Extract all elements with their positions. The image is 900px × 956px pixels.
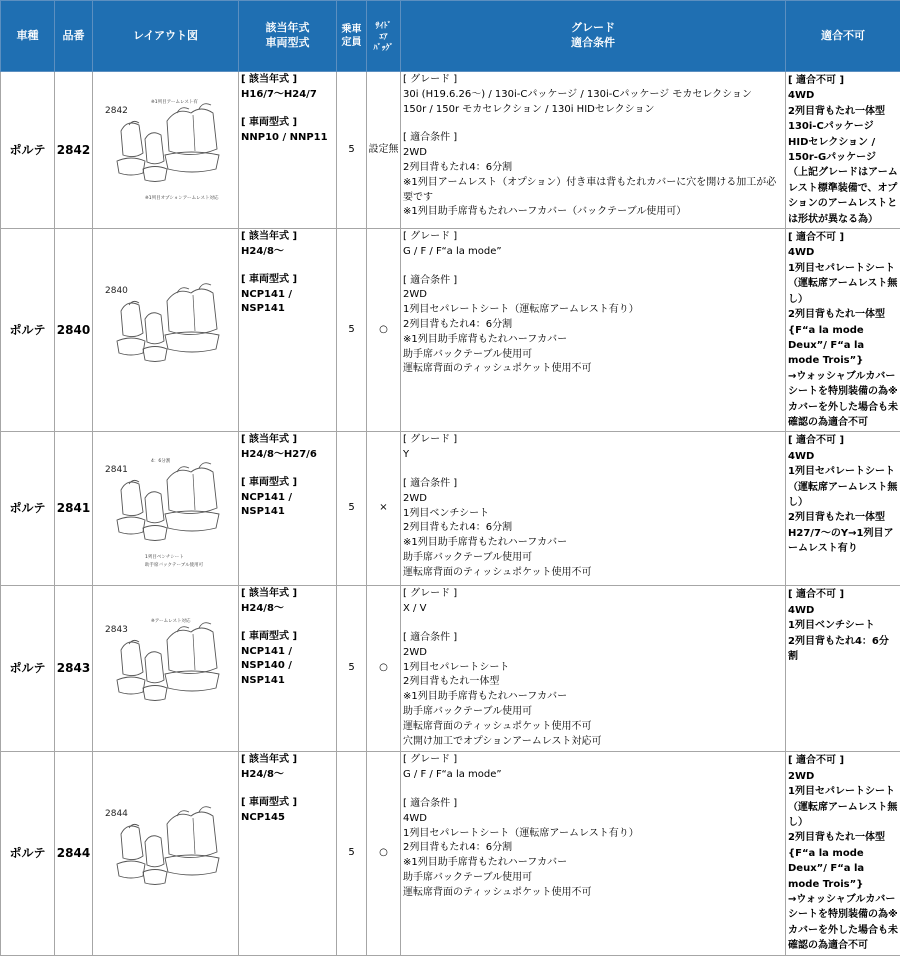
cell-line: [ 該当年式 ]	[241, 230, 334, 245]
year-model-cell	[239, 72, 337, 229]
seat-layout-diagram	[101, 91, 231, 209]
grade-conditions-cell	[401, 586, 786, 752]
cell-line: 運転席背面のティッシュポケット使用不可	[403, 720, 783, 735]
cell-line	[241, 616, 334, 630]
vehicle-name-cell: ポルテ	[1, 586, 55, 752]
diagram-note: 助手席バックテーブル使用可	[145, 561, 204, 568]
rear-split-line	[193, 818, 195, 854]
cell-line	[241, 782, 334, 796]
cell-line: NCP141 /	[241, 288, 334, 303]
rear-split-line	[193, 115, 195, 151]
cell-line: [ グレード ]	[403, 230, 783, 245]
cell-line: [ グレード ]	[403, 753, 783, 768]
side-airbag-cell: 設定無	[367, 72, 401, 229]
cell-line	[241, 462, 334, 476]
header-part-no: 品番	[55, 1, 93, 72]
cell-line: 2列目背もたれ一体型	[788, 830, 898, 845]
rear-headrest-shape	[199, 807, 211, 812]
seat-capacity-cell: 5	[337, 72, 367, 229]
cell-line: ※1列目助手席背もたれハーフカバー	[403, 333, 783, 348]
grade-conditions-cell	[401, 752, 786, 955]
cell-line: [ 適合不可 ]	[788, 753, 898, 768]
cell-line: [ 適合不可 ]	[788, 433, 898, 448]
layout-diagram-cell	[93, 752, 239, 955]
passenger-seat-back-shape	[145, 652, 164, 683]
cell-line	[403, 260, 783, 274]
cell-line: 130i-Cパッケージ	[788, 119, 898, 134]
rear-split-line	[193, 295, 195, 331]
cell-line: [ 適合条件 ]	[403, 797, 783, 812]
cell-line: NSP140 /	[241, 659, 334, 674]
cell-line: 1列目セパレートシート（運転席アームレスト有り）	[403, 303, 783, 318]
cell-line: NCP145	[241, 811, 334, 826]
cell-line: 4WD	[788, 245, 898, 260]
layout-diagram-cell	[93, 432, 239, 586]
cell-line: NSP141	[241, 302, 334, 317]
cell-line: X / V	[403, 602, 783, 617]
not-compatible-cell	[786, 229, 900, 432]
cell-line: [ 該当年式 ]	[241, 753, 334, 768]
cell-line: H16/7～H24/7	[241, 88, 334, 103]
rear-seat-back-shape	[167, 468, 217, 514]
side-airbag-cell: ○	[367, 229, 401, 432]
cell-line: {F“a la mode Deux”/ F“a la mode Trois”}	[788, 846, 898, 892]
passenger-seat-cushion-shape	[143, 525, 167, 540]
year-model-cell	[239, 432, 337, 586]
cell-line: [ 適合条件 ]	[403, 631, 783, 646]
cell-line: 2列目背もたれ一体型	[788, 307, 898, 322]
layout-diagram-cell	[93, 229, 239, 432]
cell-line: 穴開け加工でオプションアームレスト対応可	[403, 735, 783, 750]
header-vehicle: 車種	[1, 1, 55, 72]
part-number-cell: 2840	[55, 229, 93, 432]
header-year-line: 該当年式	[239, 21, 336, 36]
diagram-note: 1列目ベンチシート	[145, 553, 184, 560]
header-row	[1, 1, 900, 72]
diagram-part-number: 2841	[105, 465, 128, 475]
cell-line	[241, 102, 334, 116]
not-compatible-cell	[786, 72, 900, 229]
grade-conditions-cell	[401, 229, 786, 432]
passenger-seat-cushion-shape	[143, 870, 167, 885]
cell-line	[403, 463, 783, 477]
front-seat-cushion-shape	[117, 158, 145, 175]
front-seat-cushion-shape	[117, 338, 145, 355]
cell-line: 4WD	[788, 449, 898, 464]
cell-line: NCP141 /	[241, 491, 334, 506]
diagram-part-number: 2840	[105, 286, 128, 296]
cell-line: 運転席背面のティッシュポケット使用不可	[403, 362, 783, 377]
rear-seat-cushion-shape	[165, 332, 219, 352]
header-condition-line: 適合条件	[401, 36, 785, 51]
cell-line	[403, 783, 783, 797]
rear-headrest-shape	[199, 284, 211, 289]
year-model-cell	[239, 229, 337, 432]
header-airbag-line: ﾊﾞｯｸﾞ	[368, 42, 399, 53]
not-compatible-cell	[786, 752, 900, 955]
cell-line: ※1列目助手席背もたれハーフカバー	[403, 856, 783, 871]
diagram-note: ※1列目オプションアームレスト対応	[145, 194, 219, 201]
front-seat-cushion-shape	[117, 517, 145, 534]
vehicle-name-cell: ポルテ	[1, 72, 55, 229]
cell-line: 2WD	[788, 769, 898, 784]
cell-line: ※1列目助手席背もたれハーフカバー（バックテーブル使用可）	[403, 205, 783, 220]
grade-conditions-cell	[401, 432, 786, 586]
cell-line: （上記グレードはアームレスト標準装備で、オプションのアームレストとは形状が異なる為）	[788, 165, 898, 227]
cell-line: [ 適合条件 ]	[403, 477, 783, 492]
cell-line: 2WD	[403, 288, 783, 303]
cell-line	[403, 117, 783, 131]
seat-capacity-cell: 5	[337, 432, 367, 586]
cell-line: 2列目背もたれ4：6分割	[403, 318, 783, 333]
header-side-airbag	[367, 1, 401, 72]
cell-line: 運転席背面のティッシュポケット使用不可	[403, 886, 783, 901]
table-row	[1, 432, 900, 586]
seat-layout-diagram	[101, 610, 231, 728]
side-airbag-cell: ○	[367, 752, 401, 955]
cell-line: [ 該当年式 ]	[241, 587, 334, 602]
not-compatible-cell	[786, 586, 900, 752]
cell-line: 助手席バックテーブル使用可	[403, 705, 783, 720]
cell-line: 1列目セパレートシート（運転席アームレスト有り）	[403, 827, 783, 842]
header-grade	[401, 1, 786, 72]
front-seat-cushion-shape	[117, 861, 145, 878]
year-model-cell	[239, 586, 337, 752]
rear-split-line	[193, 634, 195, 670]
cell-line: 4WD	[403, 812, 783, 827]
cell-line: 2WD	[403, 646, 783, 661]
cell-line: HIDセレクション /	[788, 135, 898, 150]
cell-line	[241, 259, 334, 273]
vehicle-name-cell: ポルテ	[1, 229, 55, 432]
cell-line: →ウォッシャブルカバーシートを特別装備の為※カバーを外した場合も未確認の為適合不可	[788, 892, 898, 954]
vehicle-name-cell: ポルテ	[1, 432, 55, 586]
cell-line: G / F / F“a la mode”	[403, 245, 783, 260]
cell-line: 1列目セパレートシート（運転席アームレスト無し）	[788, 784, 898, 830]
cell-line: [ 適合不可 ]	[788, 73, 898, 88]
cell-line: 2列目背もたれ一体型	[788, 510, 898, 525]
cell-line: NSP141	[241, 674, 334, 689]
rear-seat-cushion-shape	[165, 855, 219, 875]
passenger-seat-cushion-shape	[143, 167, 167, 182]
cell-line: 150r-Gパッケージ	[788, 150, 898, 165]
cell-line: ※1列目助手席背もたれハーフカバー	[403, 536, 783, 551]
cell-line: [ 車両型式 ]	[241, 476, 334, 491]
header-not-compatible: 適合不可	[786, 1, 900, 72]
cell-line: [ 適合不可 ]	[788, 587, 898, 602]
header-seats	[337, 1, 367, 72]
header-grade-line: グレード	[401, 21, 785, 36]
table-row	[1, 229, 900, 432]
grade-conditions-cell	[401, 72, 786, 229]
rear-seat-cushion-shape	[165, 152, 219, 172]
cell-line: [ 車両型式 ]	[241, 796, 334, 811]
cell-line: 助手席バックテーブル使用可	[403, 871, 783, 886]
rear-seat-back-shape	[167, 812, 217, 858]
seat-capacity-cell: 5	[337, 752, 367, 955]
layout-diagram-cell	[93, 72, 239, 229]
cell-line: [ グレード ]	[403, 587, 783, 602]
table-row	[1, 586, 900, 752]
cell-line: NNP10 / NNP11	[241, 131, 334, 146]
diagram-part-number: 2842	[105, 106, 128, 116]
table-row	[1, 752, 900, 955]
cell-line: H24/8～	[241, 602, 334, 617]
diagram-part-number: 2844	[105, 809, 128, 819]
cell-line: 助手席バックテーブル使用可	[403, 348, 783, 363]
header-airbag-line: ｴｱ	[368, 31, 399, 42]
cell-line: [ 車両型式 ]	[241, 273, 334, 288]
layout-diagram-cell	[93, 586, 239, 752]
seat-capacity-cell: 5	[337, 229, 367, 432]
cell-line: [ 適合不可 ]	[788, 230, 898, 245]
cell-line: [ 適合条件 ]	[403, 274, 783, 289]
rear-seat-cushion-shape	[165, 671, 219, 691]
part-number-cell: 2843	[55, 586, 93, 752]
seat-layout-diagram	[101, 450, 231, 568]
cell-line: 2WD	[403, 492, 783, 507]
cell-line: [ 車両型式 ]	[241, 116, 334, 131]
front-seat-cushion-shape	[117, 677, 145, 694]
front-seat-back-shape	[121, 482, 143, 516]
cell-line: 150r / 150r モカセレクション / 130i HIDセレクション	[403, 103, 783, 118]
cell-line: 2列目背もたれ一体型	[403, 675, 783, 690]
cell-line: 2列目背もたれ4：6分割	[403, 841, 783, 856]
cell-line: H27/7～のY→1列目アームレスト有り	[788, 526, 898, 557]
rear-headrest-shape	[199, 104, 211, 109]
not-compatible-cell	[786, 432, 900, 586]
rear-headrest-shape	[199, 623, 211, 628]
rear-headrest-shape	[199, 463, 211, 468]
part-number-cell: 2841	[55, 432, 93, 586]
rear-seat-back-shape	[167, 109, 217, 155]
header-seats-line: 定員	[337, 36, 366, 49]
part-number-cell: 2842	[55, 72, 93, 229]
header-layout: レイアウト図	[93, 1, 239, 72]
rear-split-line	[193, 474, 195, 510]
cell-line: [ 該当年式 ]	[241, 73, 334, 88]
cell-line: NCP141 /	[241, 645, 334, 660]
front-seat-back-shape	[121, 826, 143, 860]
passenger-seat-back-shape	[145, 133, 164, 164]
rear-seat-back-shape	[167, 628, 217, 674]
cell-line: [ グレード ]	[403, 73, 783, 88]
side-airbag-cell: ×	[367, 432, 401, 586]
cell-line: 1列目ベンチシート	[788, 618, 898, 633]
cell-line: 2WD	[403, 146, 783, 161]
front-seat-back-shape	[121, 123, 143, 157]
cell-line: 2列目背もたれ4：6分割	[788, 634, 898, 665]
cell-line: H24/8～	[241, 245, 334, 260]
cell-line: H24/8～H27/6	[241, 448, 334, 463]
cell-line: 2列目背もたれ一体型	[788, 104, 898, 119]
year-model-cell	[239, 752, 337, 955]
diagram-note: ※アームレスト対応	[151, 617, 191, 624]
passenger-seat-cushion-shape	[143, 347, 167, 362]
cell-line: 2列目背もたれ4：6分割	[403, 161, 783, 176]
cell-line: NSP141	[241, 505, 334, 520]
cell-line: ※1列目アームレスト（オプション）付き車は背もたれカバーに穴を開ける加工が必要です	[403, 176, 783, 206]
diagram-note: ※1列目アームレスト有	[151, 98, 198, 105]
seat-layout-diagram	[101, 271, 231, 389]
rear-seat-cushion-shape	[165, 511, 219, 531]
front-seat-back-shape	[121, 642, 143, 676]
diagram-note: 4：6分割	[151, 457, 171, 464]
cell-line: 2列目背もたれ4：6分割	[403, 521, 783, 536]
diagram-part-number: 2843	[105, 625, 128, 635]
passenger-seat-back-shape	[145, 836, 164, 867]
cell-line: 1列目セパレートシート（運転席アームレスト無し）	[788, 464, 898, 510]
cell-line: 4WD	[788, 603, 898, 618]
cell-line: 1列目ベンチシート	[403, 507, 783, 522]
vehicle-name-cell: ポルテ	[1, 752, 55, 955]
cell-line: [ 車両型式 ]	[241, 630, 334, 645]
header-year-model	[239, 1, 337, 72]
cell-line: 30i (H19.6.26～) / 130i-Cパッケージ / 130i-Cパッケージ モカセレクション	[403, 88, 783, 103]
cell-line: 助手席バックテーブル使用可	[403, 551, 783, 566]
cell-line: [ 適合条件 ]	[403, 131, 783, 146]
cell-line	[403, 617, 783, 631]
seat-layout-diagram	[101, 794, 231, 912]
cell-line: G / F / F“a la mode”	[403, 768, 783, 783]
cell-line: →ウォッシャブルカバーシートを特別装備の為※カバーを外した場合も未確認の為適合不可	[788, 369, 898, 431]
passenger-seat-cushion-shape	[143, 685, 167, 700]
front-seat-back-shape	[121, 303, 143, 337]
cell-line: ※1列目助手席背もたれハーフカバー	[403, 690, 783, 705]
passenger-seat-back-shape	[145, 313, 164, 344]
passenger-seat-back-shape	[145, 492, 164, 523]
seat-capacity-cell: 5	[337, 586, 367, 752]
table-row	[1, 72, 900, 229]
cell-line: H24/8～	[241, 768, 334, 783]
cell-line: [ グレード ]	[403, 433, 783, 448]
side-airbag-cell: ○	[367, 586, 401, 752]
cell-line: [ 該当年式 ]	[241, 433, 334, 448]
cell-line: Y	[403, 448, 783, 463]
rear-seat-back-shape	[167, 289, 217, 335]
cell-line: {F“a la mode Deux”/ F“a la mode Trois”}	[788, 323, 898, 369]
cell-line: 1列目セパレートシート	[403, 661, 783, 676]
cell-line: 4WD	[788, 88, 898, 103]
part-number-cell: 2844	[55, 752, 93, 955]
cell-line: 1列目セパレートシート（運転席アームレスト無し）	[788, 261, 898, 307]
header-seats-line: 乗車	[337, 23, 366, 36]
header-model-line: 車両型式	[239, 36, 336, 51]
header-airbag-line: ｻｲﾄﾞ	[368, 20, 399, 31]
cell-line: 運転席背面のティッシュポケット使用不可	[403, 566, 783, 581]
